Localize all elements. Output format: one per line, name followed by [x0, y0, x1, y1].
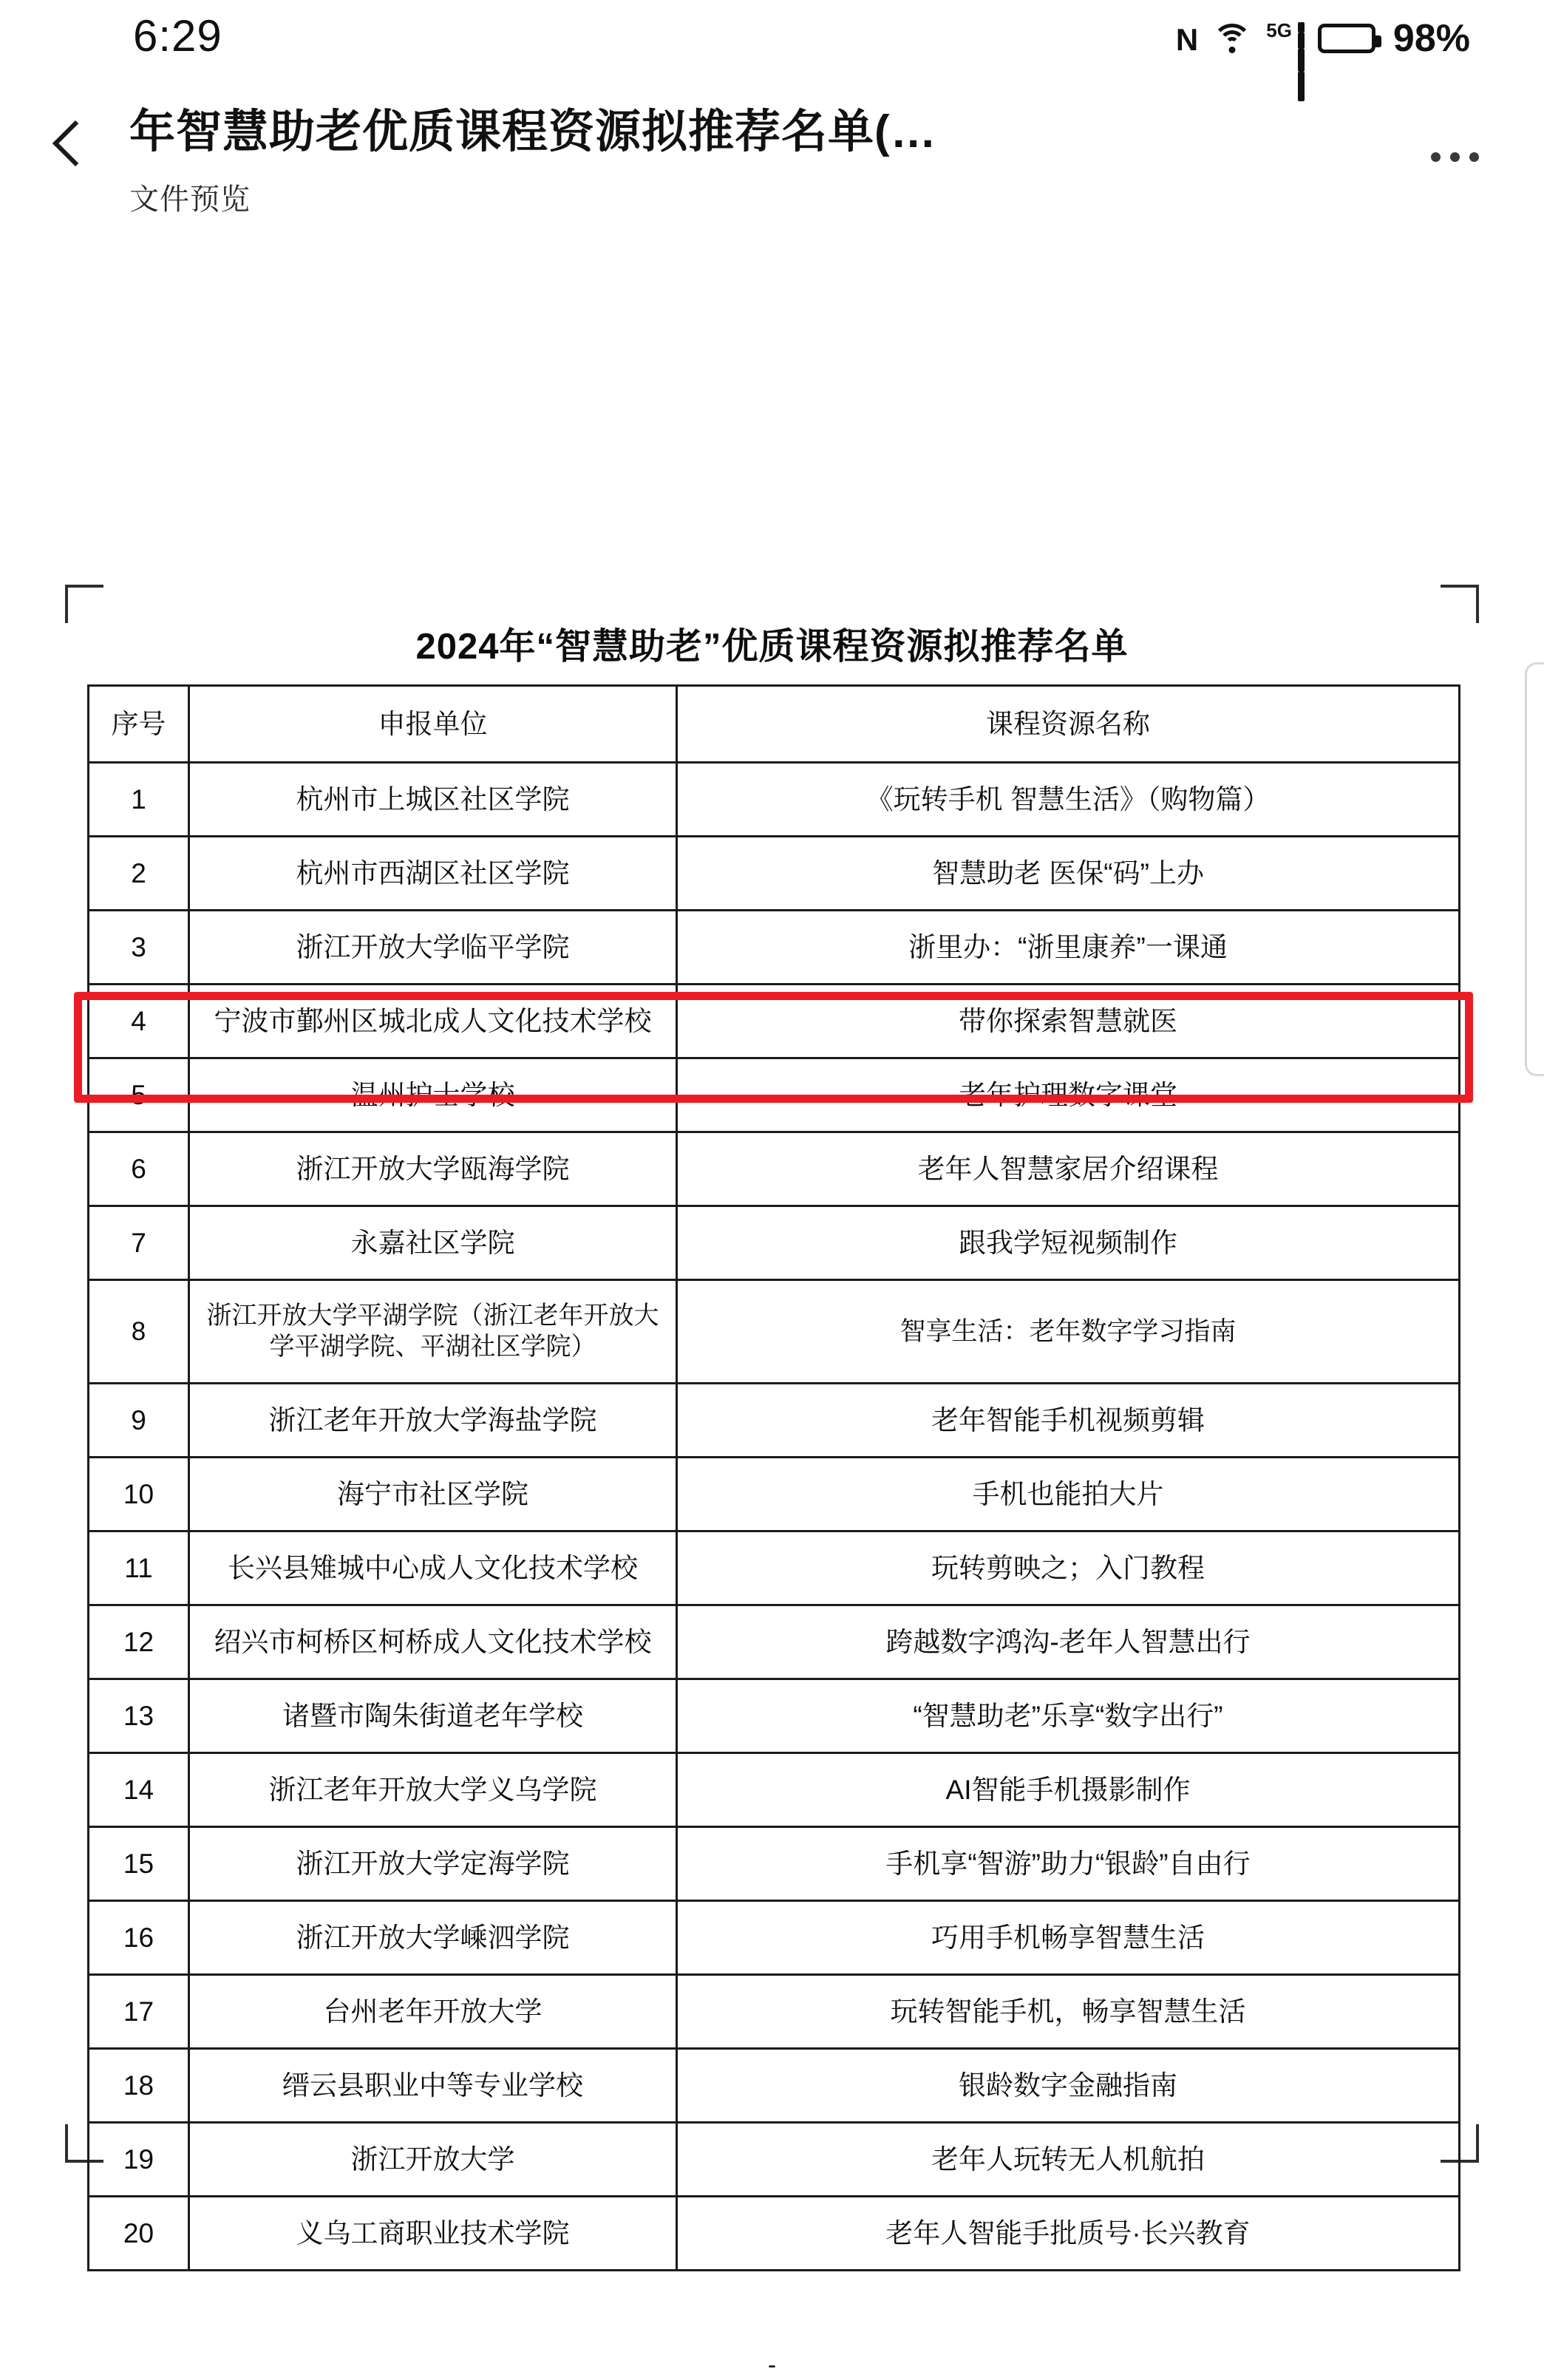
- table-row: [89, 1384, 1460, 1458]
- row-unit: 浙江开放大学定海学院: [189, 1827, 677, 1901]
- document-preview[interactable]: [0, 248, 1544, 2379]
- row-course: 老年护理数字课堂: [677, 1058, 1460, 1132]
- page-subtitle: 文件预览: [129, 183, 251, 216]
- document-heading: 2024年“智慧助老”优质课程资源拟推荐名单: [415, 627, 1129, 667]
- row-course: AI智能手机摄影制作: [677, 1753, 1460, 1827]
- row-unit: 温州护士学校: [189, 1058, 677, 1132]
- row-course: 玩转剪映之；入门教程: [677, 1531, 1460, 1605]
- row-index: 17: [89, 1975, 189, 2049]
- row-course: “智慧助老”乐享“数字出行”: [677, 1679, 1460, 1753]
- row-unit: 浙江开放大学临平学院: [189, 911, 677, 985]
- status-icons: [1176, 16, 1470, 61]
- battery-icon: [1318, 24, 1375, 53]
- row-course: 手机享“智游”助力“银龄”自由行: [677, 1827, 1460, 1901]
- row-course: 跟我学短视频制作: [677, 1206, 1460, 1280]
- table-row: [89, 1901, 1460, 1975]
- page-edge-sliver: [1525, 662, 1544, 1076]
- row-unit: 海宁市社区学院: [189, 1458, 677, 1531]
- status-clock: 6:29: [133, 11, 222, 61]
- signal-bars-icon: [1298, 22, 1305, 55]
- row-unit: 台州老年开放大学: [189, 1975, 677, 2049]
- table-row: [89, 1753, 1460, 1827]
- row-unit: 浙江开放大学平湖学院（浙江老年开放大学平湖学院、平湖社区学院）: [189, 1280, 677, 1384]
- row-course: 跨越数字鸿沟-老年人智慧出行: [677, 1605, 1460, 1679]
- table-row: [89, 2049, 1460, 2123]
- column-header-index: 序号: [89, 686, 189, 763]
- table-row: [89, 911, 1460, 985]
- table-row: [89, 1975, 1460, 2049]
- row-course: 银龄数字金融指南: [677, 2049, 1460, 2123]
- table-row: [89, 1605, 1460, 1679]
- title-block: [129, 87, 1477, 218]
- row-unit: 永嘉社区学院: [189, 1206, 677, 1280]
- row-course: 智享生活：老年数字学习指南: [677, 1280, 1460, 1384]
- table-row: [89, 2123, 1460, 2197]
- table-row: [89, 763, 1460, 837]
- table-row: [89, 837, 1460, 911]
- row-index: 10: [89, 1458, 189, 1531]
- row-course: 老年人玩转无人机航拍: [677, 2123, 1460, 2197]
- row-course: 手机也能拍大片: [677, 1458, 1460, 1531]
- row-index: 18: [89, 2049, 189, 2123]
- row-index: 7: [89, 1206, 189, 1280]
- column-header-course: 课程资源名称: [677, 686, 1460, 763]
- row-index: 6: [89, 1132, 189, 1206]
- status-bar: [0, 0, 1544, 87]
- row-unit: 诸暨市陶朱街道老年学校: [189, 1679, 677, 1753]
- row-index: 3: [89, 911, 189, 985]
- table-row: [89, 1827, 1460, 1901]
- page-title: 年智慧助老优质课程资源拟推荐名单(…: [129, 106, 937, 157]
- row-course: 智慧助老 医保“码”上办: [677, 837, 1460, 911]
- table-row: [89, 1679, 1460, 1753]
- document-table-wrapper: [87, 684, 1458, 2271]
- row-index: 1: [89, 763, 189, 837]
- row-unit: 宁波市鄞州区城北成人文化技术学校: [189, 985, 677, 1058]
- row-course: 老年人智慧家居介绍课程: [677, 1132, 1460, 1206]
- row-index: 16: [89, 1901, 189, 1975]
- row-unit: 绍兴市柯桥区柯桥成人文化技术学校: [189, 1605, 677, 1679]
- row-index: 20: [89, 2197, 189, 2271]
- table-row: [89, 1458, 1460, 1531]
- nfc-icon: N: [1175, 22, 1199, 57]
- row-unit: 浙江开放大学嵊泗学院: [189, 1901, 677, 1975]
- app-header: [0, 87, 1544, 235]
- row-index: 8: [89, 1280, 189, 1384]
- row-course: 巧用手机畅享智慧生活: [677, 1901, 1460, 1975]
- table-row: [89, 1280, 1460, 1384]
- row-unit: 浙江开放大学瓯海学院: [189, 1132, 677, 1206]
- row-unit: 缙云县职业中等专业学校: [189, 2049, 677, 2123]
- table-body: [89, 763, 1460, 2271]
- row-unit: 浙江老年开放大学义乌学院: [189, 1753, 677, 1827]
- recommendation-table: [87, 684, 1460, 2271]
- row-index: 5: [89, 1058, 189, 1132]
- table-row: [89, 1058, 1460, 1132]
- wifi-icon: [1211, 22, 1253, 55]
- row-course: 玩转智能手机，畅享智慧生活: [677, 1975, 1460, 2049]
- row-course: 老年智能手机视频剪辑: [677, 1384, 1460, 1458]
- battery-percent-label: 98%: [1392, 17, 1470, 60]
- page-marker: -: [767, 2351, 777, 2379]
- row-course: 老年人智能手批质号·长兴教育: [677, 2197, 1460, 2271]
- table-row: [89, 2197, 1460, 2271]
- table-row: [89, 1206, 1460, 1280]
- row-index: 19: [89, 2123, 189, 2197]
- row-index: 14: [89, 1753, 189, 1827]
- row-course: 《玩转手机 智慧生活》（购物篇）: [677, 763, 1460, 837]
- table-row: [89, 1531, 1460, 1605]
- row-index: 11: [89, 1531, 189, 1605]
- column-header-unit: 申报单位: [189, 686, 677, 763]
- network-type-label: 5G: [1266, 18, 1292, 41]
- row-unit: 杭州市西湖区社区学院: [189, 837, 677, 911]
- row-index: 9: [89, 1384, 189, 1458]
- more-options-icon[interactable]: [1431, 152, 1479, 162]
- row-unit: 浙江老年开放大学海盐学院: [189, 1384, 677, 1458]
- row-unit: 义乌工商职业技术学院: [189, 2197, 677, 2271]
- row-course: 浙里办：“浙里康养”一课通: [677, 911, 1460, 985]
- row-unit: 浙江开放大学: [189, 2123, 677, 2197]
- row-course: 带你探索智慧就医: [677, 985, 1460, 1058]
- table-row: [89, 1132, 1460, 1206]
- row-index: 2: [89, 837, 189, 911]
- row-unit: 杭州市上城区社区学院: [189, 763, 677, 837]
- row-index: 13: [89, 1679, 189, 1753]
- back-chevron-icon[interactable]: [52, 123, 86, 157]
- table-header-row: [89, 686, 1460, 763]
- row-index: 4: [89, 985, 189, 1058]
- table-row-highlighted: [89, 985, 1460, 1058]
- row-index: 15: [89, 1827, 189, 1901]
- row-unit: 长兴县雉城中心成人文化技术学校: [189, 1531, 677, 1605]
- row-index: 12: [89, 1605, 189, 1679]
